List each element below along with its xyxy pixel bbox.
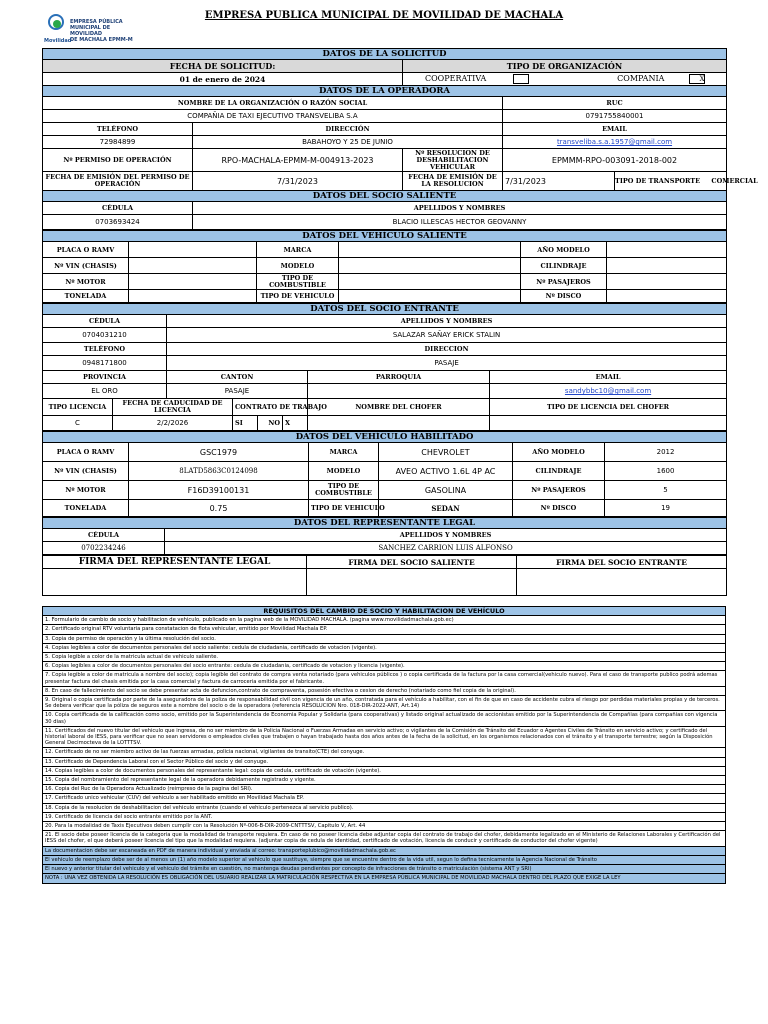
vs-marca-label: MARCA bbox=[257, 242, 339, 258]
contrato-no-checkbox[interactable]: X bbox=[283, 416, 308, 431]
permiso-operacion-value[interactable]: RPO-MACHALA-EPMM-M-004913-2023 bbox=[193, 149, 403, 172]
requisito-item: 3. Copia de permiso de operación y la última resolución del socio. bbox=[43, 634, 726, 643]
entrante-telefono-value[interactable]: 0948171800 bbox=[43, 356, 167, 371]
cooperativa-checkbox[interactable] bbox=[513, 74, 529, 84]
requisito-item: 17. Certificado unico vehicular (CUV) del vehiculo a ser habilitado emitido en Movilidad Machala EP. bbox=[43, 794, 726, 803]
firma-entrante-label: FIRMA DEL SOCIO ENTRANTE bbox=[517, 556, 727, 569]
entrante-email-label: EMAIL bbox=[490, 371, 727, 384]
fecha-caducidad-label: FECHA DE CADUCIDAD DE LICENCIA bbox=[113, 399, 233, 416]
compania-label: COMPANIA bbox=[617, 74, 665, 83]
permiso-operacion-label: Nº PERMISO DE OPERACIÓN bbox=[43, 149, 193, 172]
vh-tipo-vehiculo-value[interactable]: SEDAN bbox=[379, 500, 513, 517]
vs-pasajeros-value[interactable] bbox=[607, 274, 727, 290]
firmas-table bbox=[42, 555, 727, 596]
vs-placa-value[interactable] bbox=[129, 242, 257, 258]
requisito-item: 19. Certificado de licencia del socio entrante emitido por la ANT. bbox=[43, 812, 726, 821]
vh-tipo-vehiculo-label: TIPO DE VEHICULO bbox=[309, 500, 379, 517]
entrante-cedula-label: CÉDULA bbox=[43, 315, 167, 328]
requisito-item: 10. Copia certificada de la calificación como socio, emitido por la Superintendencia de Economia Popular y Solidaria (para cooperativas) y listado original actualizado de accionistas emitido por la Superintendencia de Compañias (para compañias con vigencia 30 dias) bbox=[43, 711, 726, 726]
telefono-label: TELÉFONO bbox=[43, 123, 193, 136]
requisito-item: 7. Copia legible a color de matricula a nombre del socio); copia legible del contrato de compra venta notariado (para vehiculos públicos ) o copia certificada de la factura por la casa comercial(vehiculo nuevo). Para el caso de transporte publico podrá ademas presentar factura del chasis emitida por la casa comercial y factura de carroceria emitida por el fabricante. bbox=[43, 671, 726, 686]
direccion-label: DIRECCIÓN bbox=[193, 123, 503, 136]
resolucion-label: Nº RESOLUCION DE DESHABILITACION VEHICULAR bbox=[403, 149, 503, 172]
parroquia-value[interactable] bbox=[308, 384, 490, 399]
vs-combustible-value[interactable] bbox=[339, 274, 521, 290]
fecha-permiso-value[interactable]: 7/31/2023 bbox=[193, 172, 403, 191]
vh-motor-value[interactable]: F16D39100131 bbox=[129, 481, 309, 500]
requisito-item: 6. Copias legibles a color de documentos personales del socio entrante: cedula de ciudadania, certificado de votacion y licencia (vigente). bbox=[43, 662, 726, 671]
saliente-nombres-value[interactable]: BLACIO ILLESCAS HECTOR GEOVANNY bbox=[193, 215, 727, 230]
vh-cilindraje-value[interactable]: 1600 bbox=[605, 462, 727, 481]
vh-pasajeros-label: Nº PASAJEROS bbox=[513, 481, 605, 500]
tipo-licencia-label: TIPO LICENCIA bbox=[43, 399, 113, 416]
entrante-telefono-label: TELÉFONO bbox=[43, 343, 167, 356]
vs-marca-value[interactable] bbox=[339, 242, 521, 258]
requisito-item: 14. Copias legibles a color de documentos personales del representante legal: copia de cedula, certificado de votación (vigente). bbox=[43, 766, 726, 775]
requisito-note: El nuevo y anterior titular del vehiculo y el vehiculo del trámite en cuestión, no mantenga deudas pendientes por concepto de infracciones de tránsito o matriculación (sistema ANT y SRI) bbox=[43, 865, 726, 874]
requisito-item: 11. Certificados del nuevo titular del vehiculo que ingresa, de no ser miembro de la Policia Nacional o Fuerzas Armadas en servicio activo; o vigilantes de la Comisión de Tránsito del Ecuador o Agentes Civiles de Tránsito en servicio activo; y certificado del historial laboral de IESS, para verificar que no sean servidores o empleados civiles que trabajen o hayan trabajado hasta dos años antes de la fecha de la solicitud, en los organismos relacionados con el tránsito y el transporte terrestre; según la Disposición General Decimocteva de la LOTTTSV. bbox=[43, 726, 726, 748]
saliente-nombres-label: APELLIDOS Y NOMBRES bbox=[193, 202, 727, 215]
fecha-permiso-label: FECHA DE EMISIÓN DEL PERMISO DE OPERACIÓN bbox=[43, 172, 193, 191]
provincia-value[interactable]: EL ORO bbox=[43, 384, 167, 399]
logo-org-name: EMPRESA PÚBLICA MUNICIPAL DE MOVILIDAD DE MACHALA EPMM-M bbox=[70, 19, 133, 43]
tipo-transporte-label: TIPO DE TRANSPORTE bbox=[615, 177, 701, 185]
nombre-chofer-value[interactable] bbox=[308, 416, 490, 431]
vh-tonelada-label: TONELADA bbox=[43, 500, 129, 517]
entrante-cedula-value[interactable]: 0704031210 bbox=[43, 328, 167, 343]
vh-tonelada-value[interactable]: 0.75 bbox=[129, 500, 309, 517]
vh-combustible-label: TIPO DE COMBUSTIBLE bbox=[309, 481, 379, 500]
canton-label: CANTON bbox=[167, 371, 308, 384]
section-socio-entrante: DATOS DEL SOCIO ENTRANTE bbox=[43, 304, 727, 315]
fecha-caducidad-value[interactable]: 2/2/2026 bbox=[113, 416, 233, 431]
provincia-label: PROVINCIA bbox=[43, 371, 167, 384]
vh-vin-label: Nº VIN (CHASIS) bbox=[43, 462, 129, 481]
direccion-value[interactable]: BABAHOYO Y 25 DE JUNIO bbox=[193, 136, 503, 149]
vs-anio-label: AÑO MODELO bbox=[521, 242, 607, 258]
requisito-item: 9. Original o copia certificada por parte de la aseguradora de la poliza de responsabilidad civil con vigencia de un año, contratada para el vehículo a habilitar, con el fin de que en caso de accidente cubra el riesgo por perdidas materiales propias y de terceros. Se debera verificar que la póliza de seguros este a nombre del socio o de la operadora (referencia RESOLUCION Nro. 018-DIR-2022-ANT, Art.14) bbox=[43, 696, 726, 711]
firma-saliente-box[interactable] bbox=[307, 569, 517, 596]
firma-representante-box[interactable] bbox=[43, 569, 307, 596]
vh-motor-label: Nº MOTOR bbox=[43, 481, 129, 500]
saliente-cedula-label: CÉDULA bbox=[43, 202, 193, 215]
entrante-direccion-value[interactable]: PASAJE bbox=[167, 356, 727, 371]
fecha-resolucion-label: FECHA DE EMISIÓN DE LA RESOLUCION bbox=[403, 172, 503, 191]
requisito-note: El vehiculo de reemplazo debe ser de al menos un (1) año modelo superior al vehiculo que sustituye, siempre que se encuentre dentro de la vida util, segun lo defina tecnicamente la Agencia Nacional de Tránsito bbox=[43, 855, 726, 864]
requisito-item: 1. Formulario de cambio de socio y habilitacion de vehiculo, publicado en la pagina web de la MOVILIDAD MACHALA. (pagina www.movilidadmachala.gob.ec) bbox=[43, 616, 726, 625]
vh-pasajeros-value[interactable]: 5 bbox=[605, 481, 727, 500]
compania-checkbox[interactable]: X bbox=[689, 74, 705, 84]
vh-placa-value[interactable]: GSC1979 bbox=[129, 443, 309, 462]
vs-vin-label: Nº VIN (CHASIS) bbox=[43, 258, 129, 274]
vh-placa-label: PLACA O RAMV bbox=[43, 443, 129, 462]
rep-cedula-value[interactable]: 0702234246 bbox=[43, 542, 165, 555]
section-representante: DATOS DEL REPRESENTANTE LEGAL bbox=[43, 518, 727, 529]
form-page bbox=[42, 8, 758, 884]
vh-anio-label: AÑO MODELO bbox=[513, 443, 605, 462]
canton-value[interactable]: PASAJE bbox=[167, 384, 308, 399]
entrante-nombres-label: APELLIDOS Y NOMBRES bbox=[167, 315, 727, 328]
firma-entrante-box[interactable] bbox=[517, 569, 727, 596]
header bbox=[42, 8, 726, 48]
vh-vin-value[interactable]: 8LATD5863C0124098 bbox=[129, 462, 309, 481]
vh-modelo-value[interactable]: AVEO ACTIVO 1.6L 4P AC bbox=[379, 462, 513, 481]
contrato-si-label: SI bbox=[233, 416, 258, 431]
rep-nombres-value[interactable]: SANCHEZ CARRION LUIS ALFONSO bbox=[165, 542, 727, 555]
vh-disco-value[interactable]: 19 bbox=[605, 500, 727, 517]
requisito-item: 2. Certificado original RTV voluntaria para constatacion de flota vehicular, emitido por Movilidad Machala EP. bbox=[43, 625, 726, 634]
ruc-value[interactable]: 0791755840001 bbox=[503, 110, 727, 123]
licencia-chofer-value[interactable] bbox=[490, 416, 727, 431]
requisitos-title: REQUISITOS DEL CAMBIO DE SOCIO Y HABILITACION DE VEHÍCULO bbox=[43, 607, 726, 616]
requisito-item: 16. Copia del Ruc de la Operadora Actualizado (reimpreso de la pagina del SRI). bbox=[43, 785, 726, 794]
tipo-organizacion-label: TIPO DE ORGANIZACIÓN bbox=[403, 60, 727, 73]
requisito-item: 4. Copias legibles a color de documentos personales del socio saliente: cedula de ciudadania, certificado de votacion (vigente). bbox=[43, 643, 726, 652]
cooperativa-label: COOPERATIVA bbox=[425, 74, 487, 83]
vh-combustible-value[interactable]: GASOLINA bbox=[379, 481, 513, 500]
contrato-no-label: NO bbox=[258, 416, 283, 431]
requisito-note: La documentacion debe ser escaneada en PDF de manera individual y enviada al correo: transporteplubico@movilidadmachala.gob.ec bbox=[43, 846, 726, 855]
firma-saliente-label: FIRMA DEL SOCIO SALIENTE bbox=[307, 556, 517, 569]
email-link[interactable]: transveliba.s.a.1957@gmail.com bbox=[503, 136, 727, 149]
vh-marca-label: MARCA bbox=[309, 443, 379, 462]
vs-tipo-vehiculo-label: TIPO DE VEHICULO bbox=[257, 290, 339, 303]
requisitos-table bbox=[42, 606, 726, 884]
vs-vin-value[interactable] bbox=[129, 258, 257, 274]
vs-modelo-label: MODELO bbox=[257, 258, 339, 274]
requisito-item: 8. En caso de fallecimiento del socio se debe presentar acta de defuncion,contrato de compraventa, posesión efectiva o cesion de derecho (notariado como fiel copia de la original). bbox=[43, 686, 726, 695]
requisito-item: 18. Copia de la resolucion de deshabilitacion del vehiculo entrante (cuando el vehiculo pertenezca al servicio publico). bbox=[43, 803, 726, 812]
vh-marca-value[interactable]: CHEVROLET bbox=[379, 443, 513, 462]
vs-tipo-vehiculo-value[interactable] bbox=[339, 290, 521, 303]
licencia-chofer-label: TIPO DE LICENCIA DEL CHOFER bbox=[490, 399, 727, 416]
vs-tonelada-label: TONELADA bbox=[43, 290, 129, 303]
socio-entrante-table bbox=[42, 303, 727, 431]
vs-disco-value[interactable] bbox=[607, 290, 727, 303]
requisito-item: 13. Certificado de Dependencia Laboral con el Sector Público del socio y del conyuge. bbox=[43, 757, 726, 766]
resolucion-value[interactable]: EPMMM-RPO-003091-2018-002 bbox=[503, 149, 727, 172]
rep-cedula-label: CÉDULA bbox=[43, 529, 165, 542]
requisito-item: 5. Copia legible a color de la matricula actual de vehiculo saliente. bbox=[43, 653, 726, 662]
vs-pasajeros-label: Nº PASAJEROS bbox=[521, 274, 607, 290]
fecha-resolucion-value[interactable]: 7/31/2023 bbox=[503, 172, 615, 191]
vh-anio-value[interactable]: 2012 bbox=[605, 443, 727, 462]
vs-cilindraje-value[interactable] bbox=[607, 258, 727, 274]
vh-disco-label: Nº DISCO bbox=[513, 500, 605, 517]
fecha-solicitud-label: FECHA DE SOLICITUD: bbox=[43, 60, 403, 73]
vs-cilindraje-label: CILINDRAJE bbox=[521, 258, 607, 274]
nombre-organizacion-value[interactable]: COMPAÑIA DE TAXI EJECUTIVO TRANSVELIBA S.A bbox=[43, 110, 503, 123]
vh-cilindraje-label: CILINDRAJE bbox=[513, 462, 605, 481]
requisito-item: 15. Copia del nombramiento del representante legal de la operadora debidamente registrado y vigente. bbox=[43, 776, 726, 785]
section-solicitud: DATOS DE LA SOLICITUD bbox=[43, 49, 727, 60]
requisito-item: 21. El socio debe poseer licencia de la categoria que la modalidad de transporte requiera. En caso de no poseer licencia debe adjuntar copia del contrato de trabajo del chofer, debidamente legalizado en el Ministerio de Relaciones Laborales y Certificación del IESS del chofer, el que deberá poseer licencia del tipo que la modalidad requiera. (adjuntar copia de cedula de identidad, certificado de votación, licencia de conducir y certificado de conductor del chofer vigente) bbox=[43, 831, 726, 846]
vs-motor-label: Nº MOTOR bbox=[43, 274, 129, 290]
contrato-trabajo-label: CONTRATO DE TRABAJO bbox=[233, 399, 308, 416]
entrante-email-link[interactable]: sandybbc10@gmail.com bbox=[490, 384, 727, 399]
telefono-value[interactable]: 72984899 bbox=[43, 136, 193, 149]
nombre-organizacion-label: NOMBRE DE LA ORGANIZACIÓN O RAZÓN SOCIAL bbox=[43, 97, 503, 110]
fecha-solicitud-value[interactable]: 01 de enero de 2024 bbox=[43, 73, 403, 86]
requisito-note: NOTA : UNA VEZ OBTENIDA LA RESOLUCIÓN ES OBLIGACIÓN DEL USUARIO REALIZAR LA MATRICULACIÓN RESPECTIVA EN LA EMPRESA PÚBLICA MUNICIPAL DE MOVILIDAD MACHALA DENTRO DEL PLAZO QUE EXIGE LA LEY bbox=[43, 874, 726, 883]
vs-anio-value[interactable] bbox=[607, 242, 727, 258]
operadora-table bbox=[42, 48, 758, 230]
vh-modelo-label: MODELO bbox=[309, 462, 379, 481]
entrante-nombres-value[interactable]: SALAZAR SAÑAY ERICK STALIN bbox=[167, 328, 727, 343]
saliente-cedula-value[interactable]: 0703693424 bbox=[43, 215, 193, 230]
vs-disco-label: Nº DISCO bbox=[521, 290, 607, 303]
requisito-item: 12. Certificado de no ser miembro activo de las fuerzas armadas, policia nacional, vigilantes de transito(CTE) del conyuge. bbox=[43, 748, 726, 757]
vs-modelo-value[interactable] bbox=[339, 258, 521, 274]
rep-nombres-label: APELLIDOS Y NOMBRES bbox=[165, 529, 727, 542]
requisito-item: 20. Para la modalidad de Taxis Ejecutivos deben cumplir con la Resolución Nº-006-B-DIR-2009-CNTTTSV, Capitulo V, Art. 44 bbox=[43, 822, 726, 831]
ruc-label: RUC bbox=[503, 97, 727, 110]
parroquia-label: PARROQUIA bbox=[308, 371, 490, 384]
vs-tonelada-value[interactable] bbox=[129, 290, 257, 303]
vehiculo-saliente-table bbox=[42, 230, 727, 303]
tipo-transporte-value[interactable]: COMERCIAL bbox=[711, 177, 758, 185]
nombre-chofer-label: NOMBRE DEL CHOFER bbox=[308, 399, 490, 416]
tipo-licencia-value[interactable]: C bbox=[43, 416, 113, 431]
vs-placa-label: PLACA O RAMV bbox=[43, 242, 129, 258]
vs-combustible-label: TIPO DE COMBUSTIBLE bbox=[257, 274, 339, 290]
logo-brand: Movilidad bbox=[44, 38, 72, 44]
page-title: EMPRESA PUBLICA MUNICIPAL DE MOVILIDAD DE MACHALA bbox=[204, 10, 564, 21]
entrante-direccion-label: DIRECCION bbox=[167, 343, 727, 356]
vehiculo-habilitado-table bbox=[42, 431, 727, 517]
section-vehiculo-habilitado: DATOS DEL VEHÍCULO HABILITADO bbox=[43, 432, 727, 443]
section-operadora: DATOS DE LA OPERADORA bbox=[43, 86, 727, 97]
section-vehiculo-saliente: DATOS DEL VEHÍCULO SALIENTE bbox=[43, 231, 727, 242]
vs-motor-value[interactable] bbox=[129, 274, 257, 290]
email-label: EMAIL bbox=[503, 123, 727, 136]
section-socio-saliente: DATOS DEL SOCIO SALIENTE bbox=[43, 191, 727, 202]
firma-representante-label: FIRMA DEL REPRESENTANTE LEGAL bbox=[43, 556, 307, 569]
representante-table bbox=[42, 517, 727, 555]
